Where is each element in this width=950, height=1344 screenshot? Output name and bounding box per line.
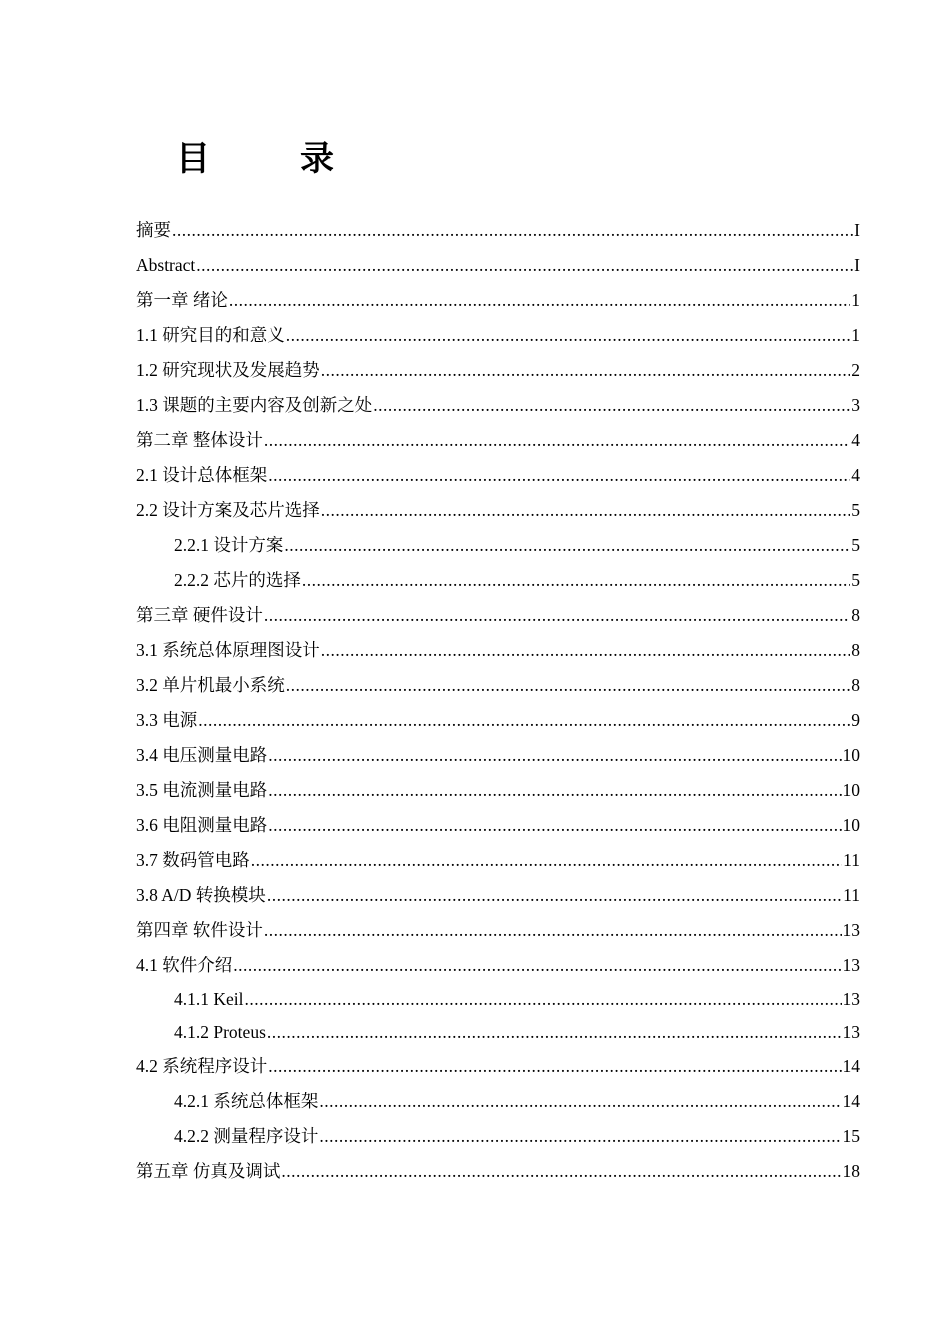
toc-entry[interactable] xyxy=(136,423,860,458)
toc-entry-label: 第四章 软件设计 xyxy=(136,920,263,940)
toc-entry-page: 15 xyxy=(842,1126,860,1146)
toc-dot-leader xyxy=(245,983,842,1016)
toc-dot-leader xyxy=(284,528,850,563)
toc-dot-leader xyxy=(281,1154,841,1189)
toc-entry-page: 13 xyxy=(842,920,860,940)
toc-dot-leader xyxy=(286,318,851,353)
toc-entry-label: 3.3 电源 xyxy=(136,710,198,730)
toc-entry-page: 4 xyxy=(851,465,860,485)
toc-entry-page: 1 xyxy=(851,290,860,310)
toc-dot-leader xyxy=(264,913,842,948)
toc-entry-label: 1.2 研究现状及发展趋势 xyxy=(136,360,320,380)
toc-entry[interactable] xyxy=(136,1119,860,1154)
toc-entry-page: 9 xyxy=(851,710,860,730)
toc-dot-leader xyxy=(268,458,850,493)
page-title: 目 录 xyxy=(176,139,362,179)
toc-entry[interactable] xyxy=(136,948,860,983)
toc-entry-page: 11 xyxy=(843,850,860,870)
toc-entry-page: 4 xyxy=(851,430,860,450)
toc-entry[interactable] xyxy=(136,248,860,283)
toc-entry-label: 1.3 课题的主要内容及创新之处 xyxy=(136,395,373,415)
toc-dot-leader xyxy=(196,248,853,283)
toc-entry-page: 10 xyxy=(842,780,860,800)
toc-entry[interactable] xyxy=(136,458,860,493)
toc-entry-label: 第三章 硬件设计 xyxy=(136,605,263,625)
toc-dot-leader xyxy=(233,948,841,983)
toc-entry-page: 18 xyxy=(842,1161,860,1181)
toc-dot-leader xyxy=(286,668,851,703)
toc-dot-leader xyxy=(302,563,850,598)
toc-entry[interactable] xyxy=(136,493,860,528)
toc-entry[interactable] xyxy=(136,668,860,703)
toc-entry[interactable] xyxy=(136,913,860,948)
toc-entry[interactable] xyxy=(136,738,860,773)
toc-entry-label: 第一章 绪论 xyxy=(136,290,228,310)
toc-entry-label: 4.2.1 系统总体框架 xyxy=(174,1091,319,1111)
toc-entry-label: 2.2 设计方案及芯片选择 xyxy=(136,500,320,520)
toc-dot-leader xyxy=(321,493,851,528)
toc-entry-page: I xyxy=(854,255,860,275)
toc-entry-page: 10 xyxy=(842,815,860,835)
toc-entry-page: 13 xyxy=(842,955,860,975)
toc-entry-page: 14 xyxy=(842,1056,860,1076)
toc-dot-leader xyxy=(321,633,851,668)
toc-list xyxy=(136,213,860,1189)
toc-entry-page: 8 xyxy=(851,605,860,625)
toc-dot-leader xyxy=(321,353,851,388)
toc-entry-page: 5 xyxy=(851,570,860,590)
toc-entry-page: 3 xyxy=(851,395,860,415)
toc-entry-label: 3.5 电流测量电路 xyxy=(136,780,268,800)
toc-entry[interactable] xyxy=(136,1049,860,1084)
toc-entry-label: 3.7 数码管电路 xyxy=(136,850,250,870)
toc-dot-leader xyxy=(373,388,850,423)
toc-entry[interactable] xyxy=(136,1016,860,1049)
toc-entry-page: 13 xyxy=(842,989,860,1009)
toc-dot-leader xyxy=(264,423,850,458)
toc-entry-page: 2 xyxy=(851,360,860,380)
toc-entry-label: 3.1 系统总体原理图设计 xyxy=(136,640,320,660)
toc-dot-leader xyxy=(268,773,841,808)
toc-dot-leader xyxy=(319,1119,841,1154)
toc-dot-leader xyxy=(229,283,850,318)
toc-dot-leader xyxy=(268,738,841,773)
toc-entry-page: 14 xyxy=(842,1091,860,1111)
toc-entry[interactable] xyxy=(136,703,860,738)
toc-entry-label: 4.2 系统程序设计 xyxy=(136,1056,268,1076)
toc-entry-page: 8 xyxy=(851,640,860,660)
toc-entry-label: 摘要 xyxy=(136,220,171,240)
toc-dot-leader xyxy=(319,1084,841,1119)
toc-entry-label: 第五章 仿真及调试 xyxy=(136,1161,281,1181)
toc-entry-label: 4.1 软件介绍 xyxy=(136,955,233,975)
toc-entry[interactable] xyxy=(136,983,860,1016)
toc-entry[interactable] xyxy=(136,598,860,633)
toc-entry-label: 3.4 电压测量电路 xyxy=(136,745,268,765)
toc-entry[interactable] xyxy=(136,388,860,423)
toc-dot-leader xyxy=(268,808,841,843)
toc-dot-leader xyxy=(172,213,853,248)
toc-entry[interactable] xyxy=(136,1154,860,1189)
toc-entry[interactable] xyxy=(136,773,860,808)
toc-entry[interactable] xyxy=(136,1084,860,1119)
toc-entry[interactable] xyxy=(136,633,860,668)
toc-entry-label: 4.2.2 测量程序设计 xyxy=(174,1126,319,1146)
toc-entry-page: 10 xyxy=(842,745,860,765)
toc-entry-label: 3.6 电阻测量电路 xyxy=(136,815,268,835)
toc-entry-label: 3.2 单片机最小系统 xyxy=(136,675,285,695)
toc-entry-page: I xyxy=(854,220,860,240)
toc-entry-page: 11 xyxy=(843,885,860,905)
toc-dot-leader xyxy=(264,598,850,633)
toc-entry-label: 4.1.1 Keil xyxy=(174,989,244,1009)
toc-entry[interactable] xyxy=(136,353,860,388)
toc-entry-label: 2.1 设计总体框架 xyxy=(136,465,268,485)
toc-entry-label: Abstract xyxy=(136,255,196,275)
toc-entry-label: 2.2.1 设计方案 xyxy=(174,535,284,555)
toc-entry-label: 4.1.2 Proteus xyxy=(174,1022,266,1042)
toc-entry[interactable] xyxy=(136,563,860,598)
toc-dot-leader xyxy=(268,1049,841,1084)
toc-entry-page: 8 xyxy=(851,675,860,695)
toc-entry-page: 13 xyxy=(842,1022,860,1042)
toc-dot-leader xyxy=(251,843,842,878)
toc-entry[interactable] xyxy=(136,213,860,248)
toc-dot-leader xyxy=(267,878,842,913)
toc-entry-label: 3.8 A/D 转换模块 xyxy=(136,885,266,905)
toc-entry-label: 第二章 整体设计 xyxy=(136,430,263,450)
toc-entry-page: 5 xyxy=(851,535,860,555)
toc-entry[interactable] xyxy=(136,318,860,353)
toc-entry[interactable] xyxy=(136,808,860,843)
toc-entry[interactable] xyxy=(136,528,860,563)
toc-dot-leader xyxy=(267,1016,842,1049)
toc-entry[interactable] xyxy=(136,283,860,318)
toc-entry-page: 1 xyxy=(851,325,860,345)
toc-entry-label: 2.2.2 芯片的选择 xyxy=(174,570,301,590)
toc-entry[interactable] xyxy=(136,843,860,878)
toc-entry-page: 5 xyxy=(851,500,860,520)
toc-entry-label: 1.1 研究目的和意义 xyxy=(136,325,285,345)
toc-entry[interactable] xyxy=(136,878,860,913)
toc-dot-leader xyxy=(198,703,850,738)
